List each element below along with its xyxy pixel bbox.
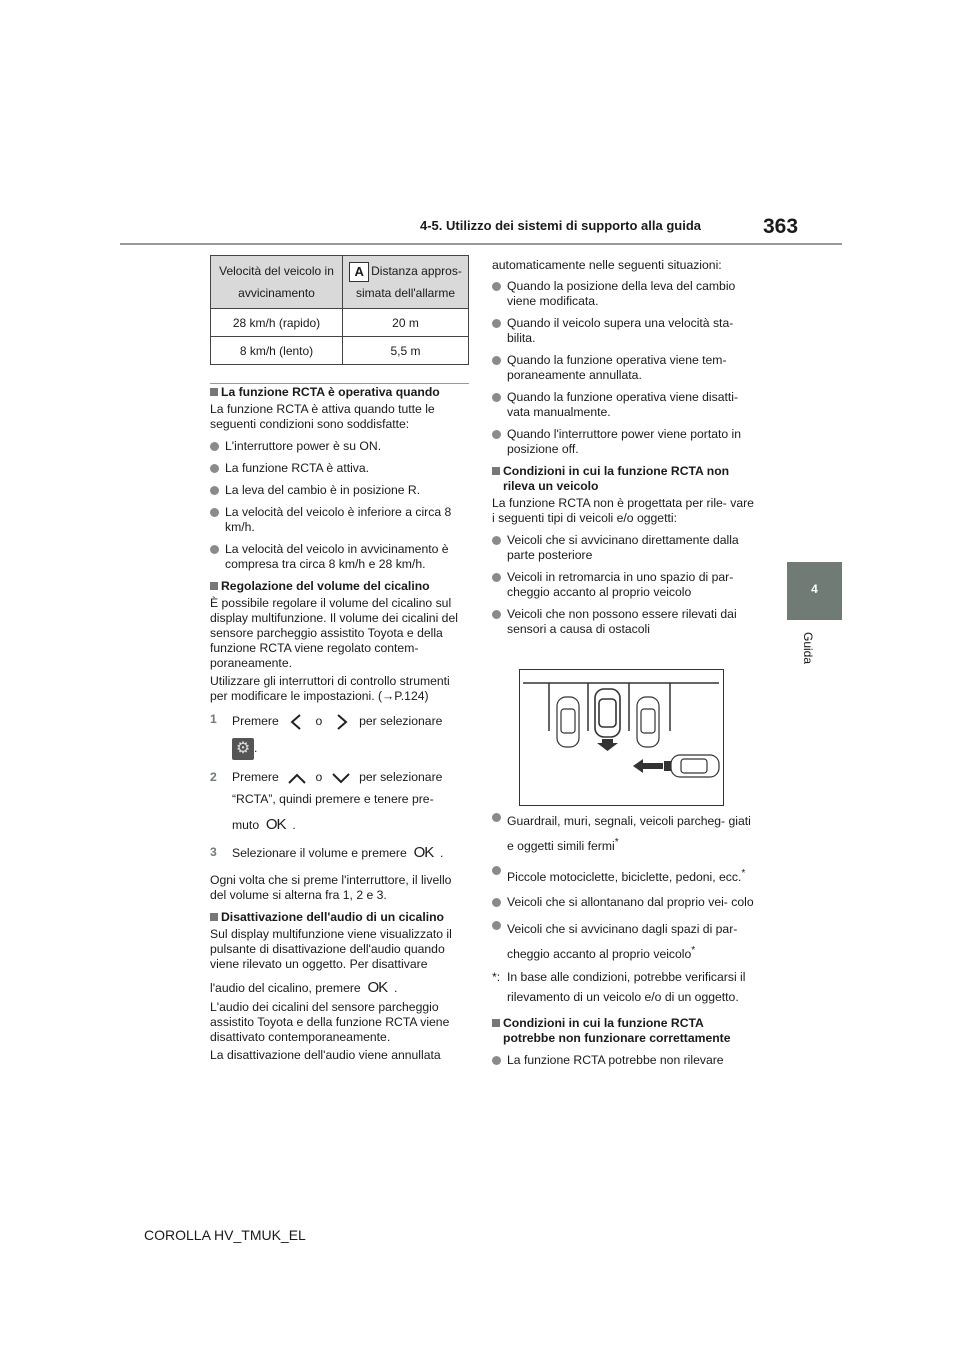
list-item-text: Veicoli che si allontanano dal proprio vei- colo — [507, 895, 754, 910]
mute-ok-line — [210, 980, 470, 996]
list-item: Quando la posizione della leva del cambio viene modificata. — [492, 279, 758, 309]
step-text: Premere — [232, 714, 279, 729]
step-text: o — [315, 714, 323, 729]
list-item: La leva del cambio è in posizione R. — [210, 483, 470, 498]
chapter-number: 4 — [811, 582, 818, 596]
footnote-marker: *: — [492, 970, 501, 985]
distance-table — [210, 255, 469, 365]
step-text: . — [254, 741, 258, 756]
right-column — [492, 258, 758, 637]
table-cell: 20 m — [343, 309, 469, 337]
step-text: o — [315, 770, 323, 785]
step-text: . — [292, 818, 296, 832]
step-3 — [210, 845, 470, 861]
step-text: per selezionare — [359, 714, 443, 729]
own-car — [595, 689, 620, 737]
list-item: La velocità del veicolo è inferiore a circa 8 km/h. — [210, 505, 470, 535]
step-number: 1 — [210, 712, 217, 726]
list-item: Quando la funzione operativa viene disatti- vata manualmente. — [492, 390, 758, 420]
table-row — [211, 337, 469, 365]
parked-car-left — [557, 697, 579, 747]
paragraph: Sul display multifunzione viene visualizzato il pulsante di disattivazione dell'audio quando viene rilevato un oggetto. Per disattivare — [210, 927, 452, 971]
chevron-left-icon — [282, 712, 312, 732]
paragraph: automaticamente nelle seguenti situazioni: — [492, 258, 722, 272]
paragraph-text: l'audio del cicalino, premere — [210, 981, 361, 995]
step-number: 3 — [210, 845, 217, 859]
step-number: 2 — [210, 770, 217, 784]
left-column — [210, 385, 470, 1063]
heading-rcta-operative: La funzione RCTA è operativa quando — [210, 385, 470, 400]
table-cell: 8 km/h (lento) — [211, 337, 343, 365]
footnote-mark: * — [691, 945, 696, 957]
ok-icon: OK — [265, 816, 286, 833]
list-item — [492, 918, 758, 965]
step-2 — [210, 770, 470, 786]
list-item: Veicoli in retromarcia in uno spazio di par- cheggio accanto al proprio veicolo — [492, 570, 758, 600]
list-item — [492, 810, 758, 857]
list-item: La funzione RCTA è attiva. — [210, 461, 470, 476]
ok-icon: OK — [413, 844, 434, 861]
heading-not-detect: Condizioni in cui la funzione RCTA non rileva un veicolo — [492, 464, 758, 494]
footnote-mark: * — [741, 868, 746, 880]
list-item: La velocità del veicolo in avvicinamento è compresa tra circa 8 km/h e 28 km/h. — [210, 542, 470, 572]
chevron-down-icon — [326, 770, 356, 786]
list-item: La funzione RCTA potrebbe non rilevare — [492, 1053, 758, 1068]
step-text: muto — [232, 818, 260, 832]
chapter-tab — [787, 562, 842, 620]
list-item-text: Guardrail, muri, segnali, veicoli parcheg- giati e oggetti simili fermi — [507, 814, 751, 854]
table-header-distance-text: Distanza appros- simata dell'allarme — [356, 264, 462, 300]
approaching-car — [671, 755, 719, 777]
list-item: Quando il veicolo supera una velocità sta- bilita. — [492, 316, 758, 346]
footer-model: COROLLA HV_TMUK_EL — [144, 1227, 306, 1243]
list-item: Veicoli che non possono essere rilevati dai sensori a causa di ostacoli — [492, 607, 758, 637]
paragraph: La funzione RCTA non è progettata per rile- vare i seguenti tipi di veicoli e/o oggetti: — [492, 496, 754, 525]
table-header-row — [211, 256, 469, 309]
callout-a-badge: A — [349, 262, 369, 282]
heading-mute: Disattivazione dell'audio di un cicalino — [210, 910, 470, 925]
list-item: L'interruttore power è su ON. — [210, 439, 470, 454]
paragraph: La disattivazione dell'audio viene annullata — [210, 1048, 441, 1062]
table-row — [211, 309, 469, 337]
chapter-label — [779, 632, 849, 672]
table-header-speed: Velocità del veicolo in avvicinamento — [211, 256, 343, 309]
chevron-up-icon — [282, 770, 312, 786]
section-title: 4-5. Utilizzo dei sistemi di supporto alla guida — [420, 218, 701, 233]
list-item — [492, 895, 758, 910]
header-divider — [120, 243, 842, 245]
table-cell: 5,5 m — [343, 337, 469, 365]
heading-may-not-work: Condizioni in cui la funzione RCTA potrebbe non funzionare correttamente — [492, 1016, 758, 1046]
list-item: Quando la funzione operativa viene tem- poraneamente annullata. — [492, 353, 758, 383]
page-number: 363 — [763, 215, 799, 238]
right-column-lower — [492, 810, 758, 1068]
table-header-distance — [343, 256, 469, 309]
list-item-text: Piccole motociclette, biciclette, pedoni, ecc. — [507, 870, 742, 885]
step-2-ok-line — [210, 817, 470, 833]
paragraph: L'audio dei cicalini del sensore parcheggio assistito Toyota e della funzione RCTA viene disattivato contemporaneamente. — [210, 1000, 450, 1044]
paragraph: Utilizzare gli interruttori di controllo strumenti per modificare le impostazioni. (→P.124) — [210, 674, 450, 703]
paragraph: Ogni volta che si preme l'interruttore, il livello del volume si alterna fra 1, 2 e 3. — [210, 873, 452, 902]
chapter-label-text: Guida — [801, 632, 815, 665]
footnote-text: In base alle condizioni, potrebbe verificarsi il rilevamento di un veicolo e/o di un oggetto. — [507, 970, 746, 1005]
parked-car-right — [637, 697, 659, 747]
paragraph: È possibile regolare il volume del cicalino sul display multifunzione. Il volume dei cicalini del sensore parcheggio assistito Toyota e della funzione RCTA viene regolato contem- poraneamente. — [210, 596, 458, 670]
parking-illustration — [519, 669, 724, 806]
chevron-right-icon — [326, 712, 356, 732]
footnote-mark: * — [614, 837, 619, 848]
section-divider — [210, 383, 469, 384]
step-text: Premere — [232, 770, 279, 785]
step-1-icon-line — [210, 738, 470, 760]
list-item-text: Veicoli che si avvicinano dagli spazi di par- cheggio accanto al proprio veicolo — [507, 922, 738, 962]
ok-icon: OK — [367, 979, 388, 996]
paragraph: La funzione RCTA è attiva quando tutte le seguenti condizioni sono soddisfatte: — [210, 402, 435, 431]
table-cell: 28 km/h (rapido) — [211, 309, 343, 337]
step-text: “RCTA”, quindi premere e tenere pre- — [232, 792, 434, 806]
paragraph-text: . — [393, 981, 398, 995]
list-item: Quando l'interruttore power viene portato in posizione off. — [492, 427, 758, 457]
step-1 — [210, 712, 470, 732]
footnote — [492, 967, 758, 1007]
step-text: per selezionare — [359, 770, 443, 785]
gear-icon: ⚙ — [232, 738, 254, 760]
list-item: Veicoli che si avvicinano direttamente dalla parte posteriore — [492, 533, 758, 563]
list-item — [492, 863, 758, 888]
step-text: Selezionare il volume e premere — [232, 846, 407, 860]
step-text: . — [440, 846, 444, 860]
heading-volume: Regolazione del volume del cicalino — [210, 579, 470, 594]
